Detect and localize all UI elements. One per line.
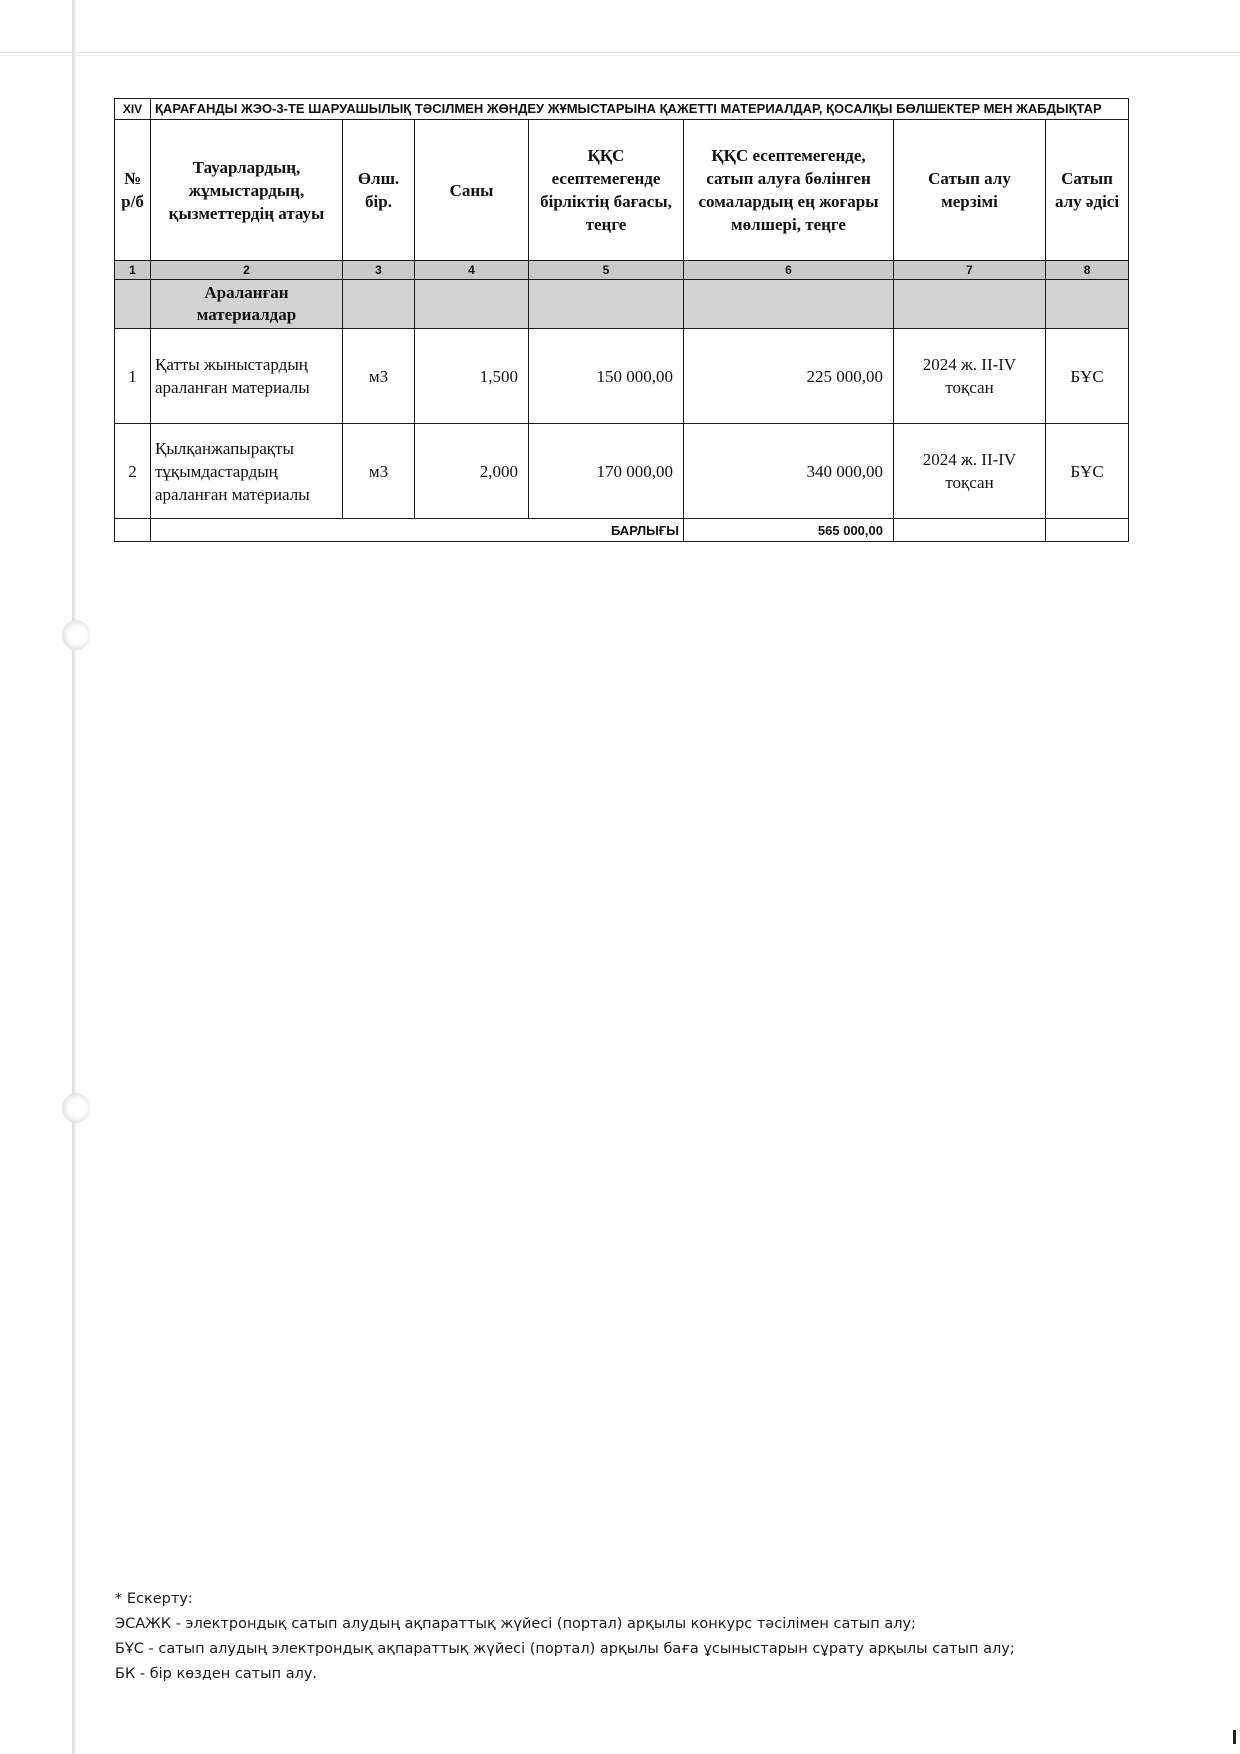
row-amount: 340 000,00 [684,424,894,519]
scan-artifact-line [0,52,1240,53]
column-header-row [115,120,1129,261]
scan-artifact-line [0,55,1240,56]
total-row [115,519,1129,542]
row-unit-price: 150 000,00 [529,329,684,424]
row-amount: 225 000,00 [684,329,894,424]
row-number: 1 [115,329,151,424]
category-empty-cell [115,280,151,329]
column-number-row [115,261,1129,280]
total-label: БАРЛЫҒЫ [151,519,684,542]
category-empty-cell [529,280,684,329]
column-number: 3 [343,261,415,280]
footnote-line: БҰС - сатып алудың электрондық ақпараттық жүйесі (портал) арқылы баға ұсыныстарын сұрату арқылы сатып алу; [115,1641,1015,1657]
punch-hole [62,620,90,650]
row-unit: м3 [343,424,415,519]
row-unit: м3 [343,329,415,424]
category-row [115,280,1129,329]
footnote-title: * Ескерту: [115,1591,193,1607]
category-empty-cell [894,280,1046,329]
header-quantity: Саны [415,120,529,261]
total-empty-cell [1046,519,1129,542]
header-max-amount: ҚҚС есептемегенде, сатып алуға бөлінген сомалардың ең жоғары мөлшері, теңге [684,120,894,261]
column-number: 7 [894,261,1046,280]
column-number: 1 [115,261,151,280]
row-method: БҰС [1046,329,1129,424]
row-period: 2024 ж. II-IV тоқсан [894,329,1046,424]
page-binding-edge [72,0,76,1754]
category-empty-cell [1046,280,1129,329]
header-number: № р/б [115,120,151,261]
column-number: 5 [529,261,684,280]
section-title: ҚАРАҒАНДЫ ЖЭО-3-ТЕ ШАРУАШЫЛЫҚ ТӘСІЛМЕН ЖӨНДЕУ ЖҰМЫСТАРЫНА ҚАЖЕТТІ МАТЕРИАЛДАР, ҚОСАЛҚЫ БӨЛШЕКТЕР МЕН ЖАБДЫҚТАР [151,99,1129,120]
section-number: XIV [115,99,151,120]
row-name: Қылқанжапырақты тұқымдастардың араланған материалы [151,424,343,519]
row-method: БҰС [1046,424,1129,519]
total-empty-cell [115,519,151,542]
header-unit: Өлш. бір. [343,120,415,261]
punch-hole [62,1093,90,1123]
table-row [115,329,1129,424]
footnote-line: БК - бір көзден сатып алу. [115,1666,318,1682]
column-number: 8 [1046,261,1129,280]
category-empty-cell [415,280,529,329]
column-number: 6 [684,261,894,280]
category-empty-cell [343,280,415,329]
row-quantity: 1,500 [415,329,529,424]
row-period: 2024 ж. II-IV тоқсан [894,424,1046,519]
header-period: Сатып алу мерзімі [894,120,1046,261]
scan-edge-mark [1233,1730,1236,1744]
total-empty-cell [894,519,1046,542]
category-label: Араланған материалдар [151,280,343,329]
row-quantity: 2,000 [415,424,529,519]
header-method: Сатып алу әдісі [1046,120,1129,261]
header-unit-price: ҚҚС есептемегенде бірліктің бағасы, теңге [529,120,684,261]
column-number: 4 [415,261,529,280]
table-row [115,424,1129,519]
row-unit-price: 170 000,00 [529,424,684,519]
total-amount: 565 000,00 [684,519,894,542]
column-number: 2 [151,261,343,280]
row-number: 2 [115,424,151,519]
section-header-row [115,99,1129,120]
procurement-table [114,98,1129,542]
footnote-line: ЭСАЖК - электрондық сатып алудың ақпараттық жүйесі (портал) арқылы конкурс тәсілімен сатып алу; [115,1616,916,1632]
footnote [115,1587,1195,1687]
header-name: Тауарлардың, жұмыстардың, қызметтердің атауы [151,120,343,261]
category-empty-cell [684,280,894,329]
row-name: Қатты жыныстардың араланған материалы [151,329,343,424]
